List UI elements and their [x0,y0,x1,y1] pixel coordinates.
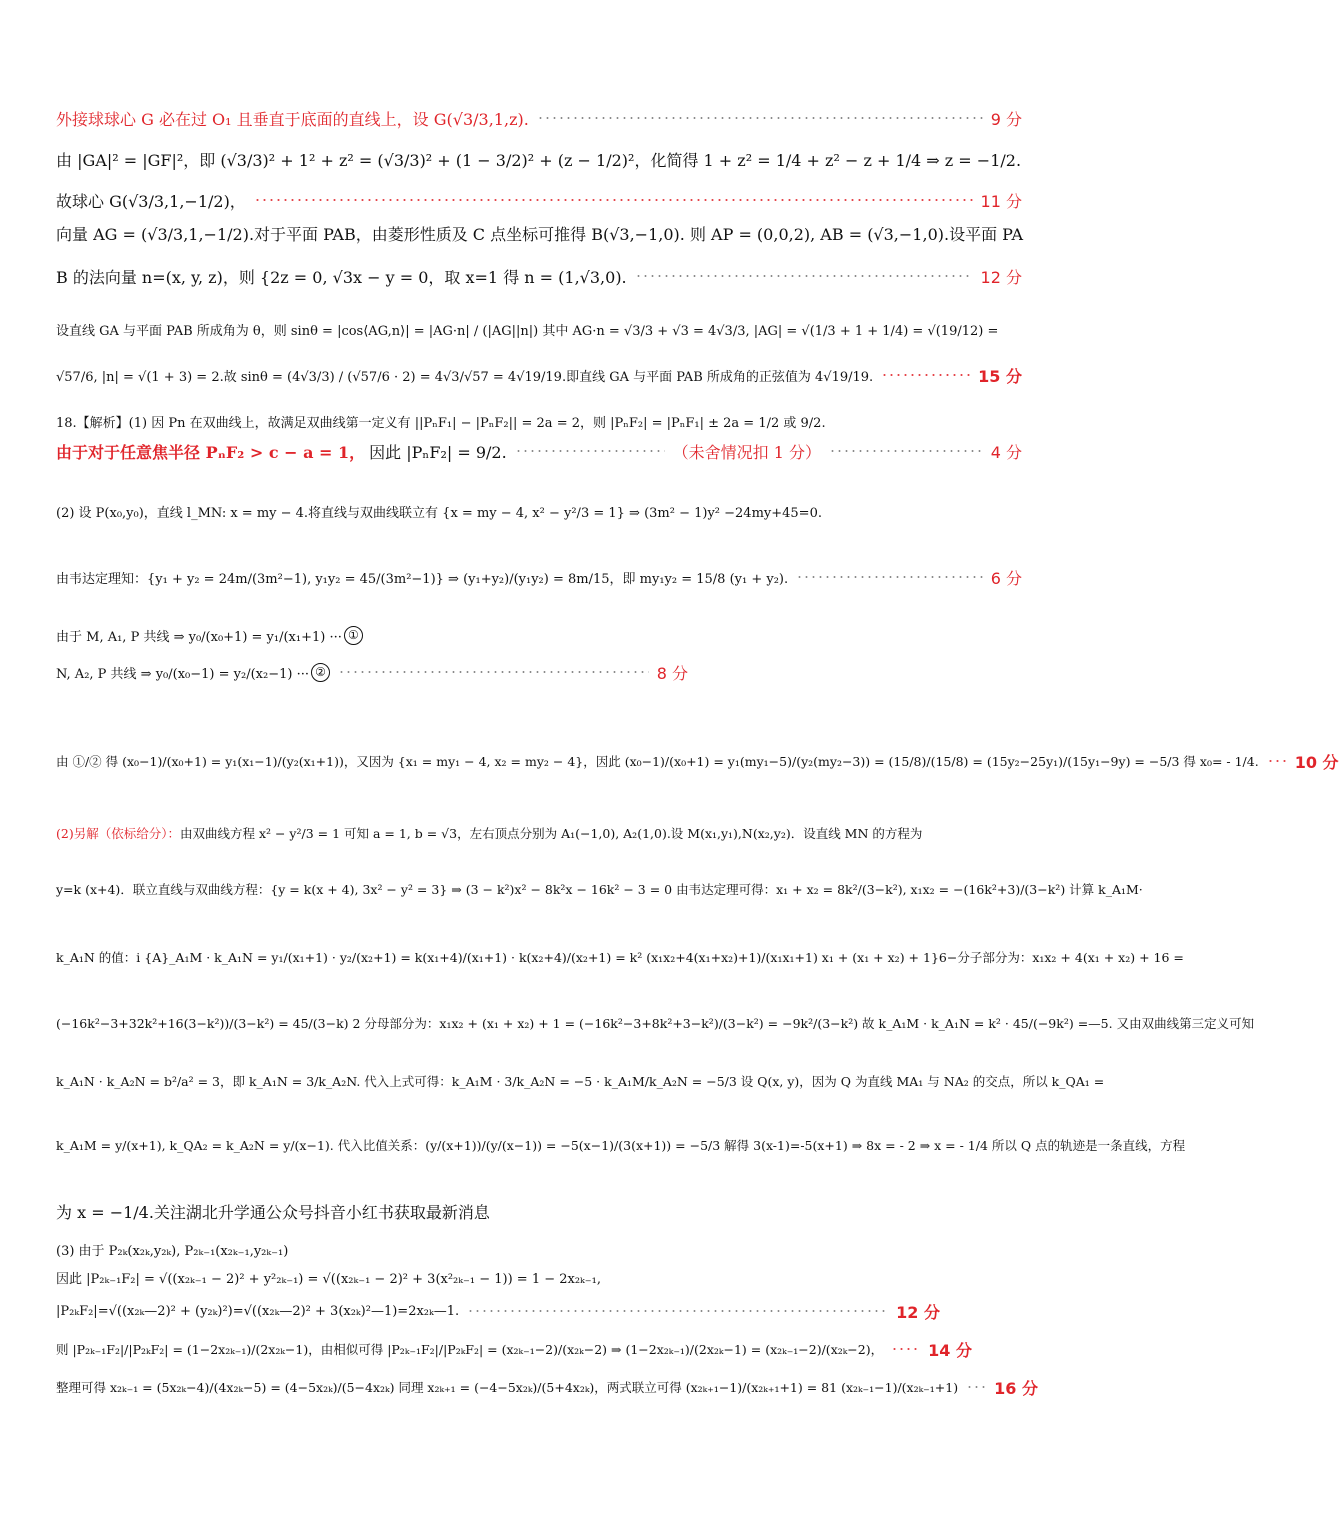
alt-solution-label: (2)另解（依标给分）： [56,826,180,841]
line-q18-part1 [56,406,1028,436]
line-focal-radius-2 [56,1296,1028,1326]
leader-dots [635,275,973,277]
score-label: 12 分 [896,1302,940,1322]
line-third-definition [56,1066,1105,1096]
score-label: 12 分 [980,267,1022,287]
line-collinear-2 [56,657,1028,687]
line-sphere-center-result [56,183,1028,217]
line-ga-gf-equation [56,142,1028,176]
line-text: 为 x = −1/4.关注湖北升学通公众号抖音小红书获取最新消息 [56,1202,490,1222]
leader-dots [254,199,973,201]
line-text: 由 |GA|² = |GF|²，即 (√3/3)² + 1² + z² = (√3/3)² + (1 − 3/2)² + (z − 1/2)²，化简得 1 + z² = 1/4 + z² − z + 1/4 ⇒ z = −1/2. [56,150,1022,170]
leader-dots [829,450,983,452]
line-similar-ratio [56,1334,1028,1364]
score-label: 16 分 [994,1378,1038,1398]
line-text: 由双曲线方程 x² − y²/3 = 1 可知 a = 1, b = √3，左右顶点分别为 A₁(−1,0), A₂(1,0).设 M(x₁,y₁),N(x₂,y₂)．设直线 MN 的方程为 [179,826,923,841]
line-alt-solution-intro [56,818,1028,848]
line-slope-product [56,942,1184,972]
leader-dots [467,1310,888,1312]
score-label: 11 分 [980,191,1022,211]
line-text: N, A₂, P 共线 ⇒ y₀/(x₀−1) = y₂/(x₂−1) ··· [56,666,309,682]
line-focal-radius-1 [56,1262,1028,1292]
line-part3-intro [56,1234,1028,1264]
leader-dots [891,1348,920,1350]
line-text: 外接球球心 G 必在过 O₁ 且垂直于底面的直线上，设 G(√3/3,1,z). [56,109,529,129]
line-text: 故球心 G(√3/3,1,−1/2)， [56,191,246,211]
line-text: 则 |P₂ₖ₋₁F₂|/|P₂ₖF₂| = (1−2x₂ₖ₋₁)/(2x₂ₖ−1)，由相似可得 |P₂ₖ₋₁F₂|/|P₂ₖF₂| = (x₂ₖ₋₁−2)/(x₂ₖ−2) ⇒ (1−2x₂ₖ₋₁)/(2x₂ₖ−1) = (x₂ₖ₋₁−2)/(x₂ₖ−2)， [56,1342,884,1357]
line-text: √57/6, |n| = √(1 + 3) = 2.故 sinθ = (4√3/3) / (√57/6 · 2) = 4√3/√57 = 4√19/19.即直线 GA 与平面 PAB 所成角的正弦值为 4√19/19. [56,369,874,385]
score-label: 6 分 [990,568,1022,588]
leader-dots [537,117,983,119]
leader-dots [881,374,970,376]
line-text: 向量 AG = (√3/3,1,−1/2).对于平面 PAB，由菱形性质及 C 点坐标可推得 B(√3,−1,0). 则 AP = (0,0,2), AB = (√3,−1,0).设平面 PA [56,224,1024,244]
leader-dots [1267,760,1287,762]
circled-number-1: ① [344,626,363,645]
leader-dots [966,1386,986,1388]
line-text: |P₂ₖF₂|=√((x₂ₖ—2)² + (y₂ₖ)²)=√((x₂ₖ—2)² + 3(x₂ₖ)²—1)=2x₂ₖ—1. [56,1303,460,1319]
score-label: 4 分 [990,442,1022,462]
deduction-note: （未舍情况扣 1 分） [672,442,822,462]
leader-dots [796,576,983,578]
line-locus [56,1130,1186,1160]
line-vieta [56,562,1028,592]
line-text: 整理可得 x₂ₖ₋₁ = (5x₂ₖ−4)/(4x₂ₖ−5) = (4−5x₂ₖ)/(5−4x₂ₖ) 同理 x₂ₖ₊₁ = (−4−5x₂ₖ)/(5+4x₂ₖ)，两式联立可得 (x₂ₖ₊₁−1)/(x₂ₖ₊₁+1) = 81 (x₂ₖ₋₁−1)/(x₂ₖ₋₁+1) [56,1380,959,1395]
line-text: 因此 |PₙF₂| = 9/2. [369,442,507,462]
line-text: B 的法向量 n=(x, y, z)，则 {2z = 0, √3x − y = 0，取 x=1 得 n = (1,√3,0). [56,267,627,287]
line-text: 由于 M, A₁, P 共线 ⇒ y₀/(x₀+1) = y₁/(x₁+1) ··· [56,629,342,645]
line-angle-result [56,360,1028,390]
circled-number-2: ② [311,663,330,682]
score-label: 15 分 [978,366,1022,386]
line-text: 设直线 GA 与平面 PAB 所成角为 θ，则 sinθ = |cos⟨AG,n⟩| = |AG·n| / (|AG||n|) 其中 AG·n = √3/3 + √3 = 4√3/3, |AG| = √(1/3 + 1 + 1/4) = √(19/12) = [56,323,999,339]
line-text: k_A₁M = y/(x+1), k_QA₂ = k_A₂N = y/(x−1). 代入比值关系：(y/(x+1))/(y/(x−1)) = −5(x−1)/(3(x+1)) = −5/3 解得 3(x-1)=-5(x+1) ⇒ 8x = - 2 ⇒ x = - 1/4 所以 Q 点的轨迹是一条直线，方程 [56,1138,1186,1153]
line-text: (2) 设 P(x₀,y₀)，直线 l_MN: x = my − 4.将直线与双曲线联立有 {x = my − 4, x² − y²/3 = 1} ⇒ (3m² − 1)y² −24my+45=0. [56,505,822,521]
line-alt-line-equation [56,874,1143,904]
score-label: 10 分 [1294,752,1339,772]
line-q18-part2-setup [56,496,1028,526]
line-text-emphasis: 由于对于任意焦半径 PₙF₂ > c − a = 1， [56,442,366,462]
line-text: 因此 |P₂ₖ₋₁F₂| = √((x₂ₖ₋₁ − 2)² + y²₂ₖ₋₁) = √((x₂ₖ₋₁ − 2)² + 3(x²₂ₖ₋₁ − 1)) = 1 − 2x₂ₖ₋₁, [56,1271,602,1287]
line-text: y=k (x+4)．联立直线与双曲线方程：{y = k(x + 4), 3x² − y² = 3} ⇒ (3 − k²)x² − 8k²x − 16k² − 3 = 0 由韦达定理可得：x₁ + x₂ = 8k²/(3−k²), x₁x₂ = −(16k²+3)/(3−k²) 计算 k_A₁M· [56,882,1143,897]
line-ratio-result [56,746,1339,776]
line-numerator-denominator [56,1008,1255,1038]
leader-dots [338,671,649,673]
line-vector-ag [56,216,1028,250]
line-text: k_A₁N · k_A₂N = b²/a² = 3，即 k_A₁N = 3/k_A₂N. 代入上式可得：k_A₁M · 3/k_A₂N = −5 · k_A₁M/k_A₂N = −5/3 设 Q(x, y)，因为 Q 为直线 MA₁ 与 NA₂ 的交点，所以 k_QA₁ = [56,1074,1105,1089]
line-text: k_A₁N 的值：i {A}_A₁M · k_A₁N = y₁/(x₁+1) · y₂/(x₂+1) = k(x₁+4)/(x₁+1) · k(x₂+4)/(x₂+1) = k² (x₁x₂+4(x₁+x₂)+1)/(x₁x₁+1) x₁ + (x₁ + x₂) + 1}6−分子部分为：x₁x₂ + 4(x₁ + x₂) + 16 = [56,950,1184,965]
score-label: 9 分 [990,109,1022,129]
line-sphere-center [56,101,1028,135]
line-text: (−16k²−3+32k²+16(3−k²))/(3−k²) = 45/(3−k) 2 分母部分为：x₁x₂ + (x₁ + x₂) + 1 = (−16k²−3+8k²+3−k²)/(3−k²) = −9k²/(3−k²) 故 k_A₁M · k_A₁N = k² · 45/(−9k²) =—5. 又由双曲线第三定义可知 [56,1016,1255,1031]
line-text: 18.【解析】(1) 因 Pn 在双曲线上，故满足双曲线第一定义有 ||PₙF₁| − |PₙF₂|| = 2a = 2，则 |PₙF₂| = |PₙF₁| ± 2a = 1/2 或 9/2. [56,415,826,431]
line-q18-part1-conclusion [56,434,1028,468]
line-locus-conclusion [56,1194,1028,1228]
score-label: 8 分 [656,663,688,683]
line-text: (3) 由于 P₂ₖ(x₂ₖ,y₂ₖ), P₂ₖ₋₁(x₂ₖ₋₁,y₂ₖ₋₁) [56,1243,289,1259]
line-recurrence [56,1372,1038,1402]
line-collinear-1 [56,620,1028,650]
line-angle-setup [56,314,1028,344]
line-normal-vector [56,259,1028,293]
leader-dots [515,450,665,452]
line-text: 由 ①/② 得 (x₀−1)/(x₀+1) = y₁(x₁−1)/(y₂(x₁+1))，又因为 {x₁ = my₁ − 4, x₂ = my₂ − 4}，因此 (x₀−1)/(x₀+1) = y₁(my₁−5)/(y₂(my₂−3)) = (15/8)/(15/8) = (15y₂−25y₁)/(15y₁−9y) = −5/3 得 x₀= - 1/4. [56,754,1259,769]
score-label: 14 分 [928,1340,972,1360]
line-text: 由韦达定理知：{y₁ + y₂ = 24m/(3m²−1), y₁y₂ = 45/(3m²−1)} ⇒ (y₁+y₂)/(y₁y₂) = 8m/15，即 my₁y₂ = 15/8 (y₁ + y₂). [56,571,789,587]
